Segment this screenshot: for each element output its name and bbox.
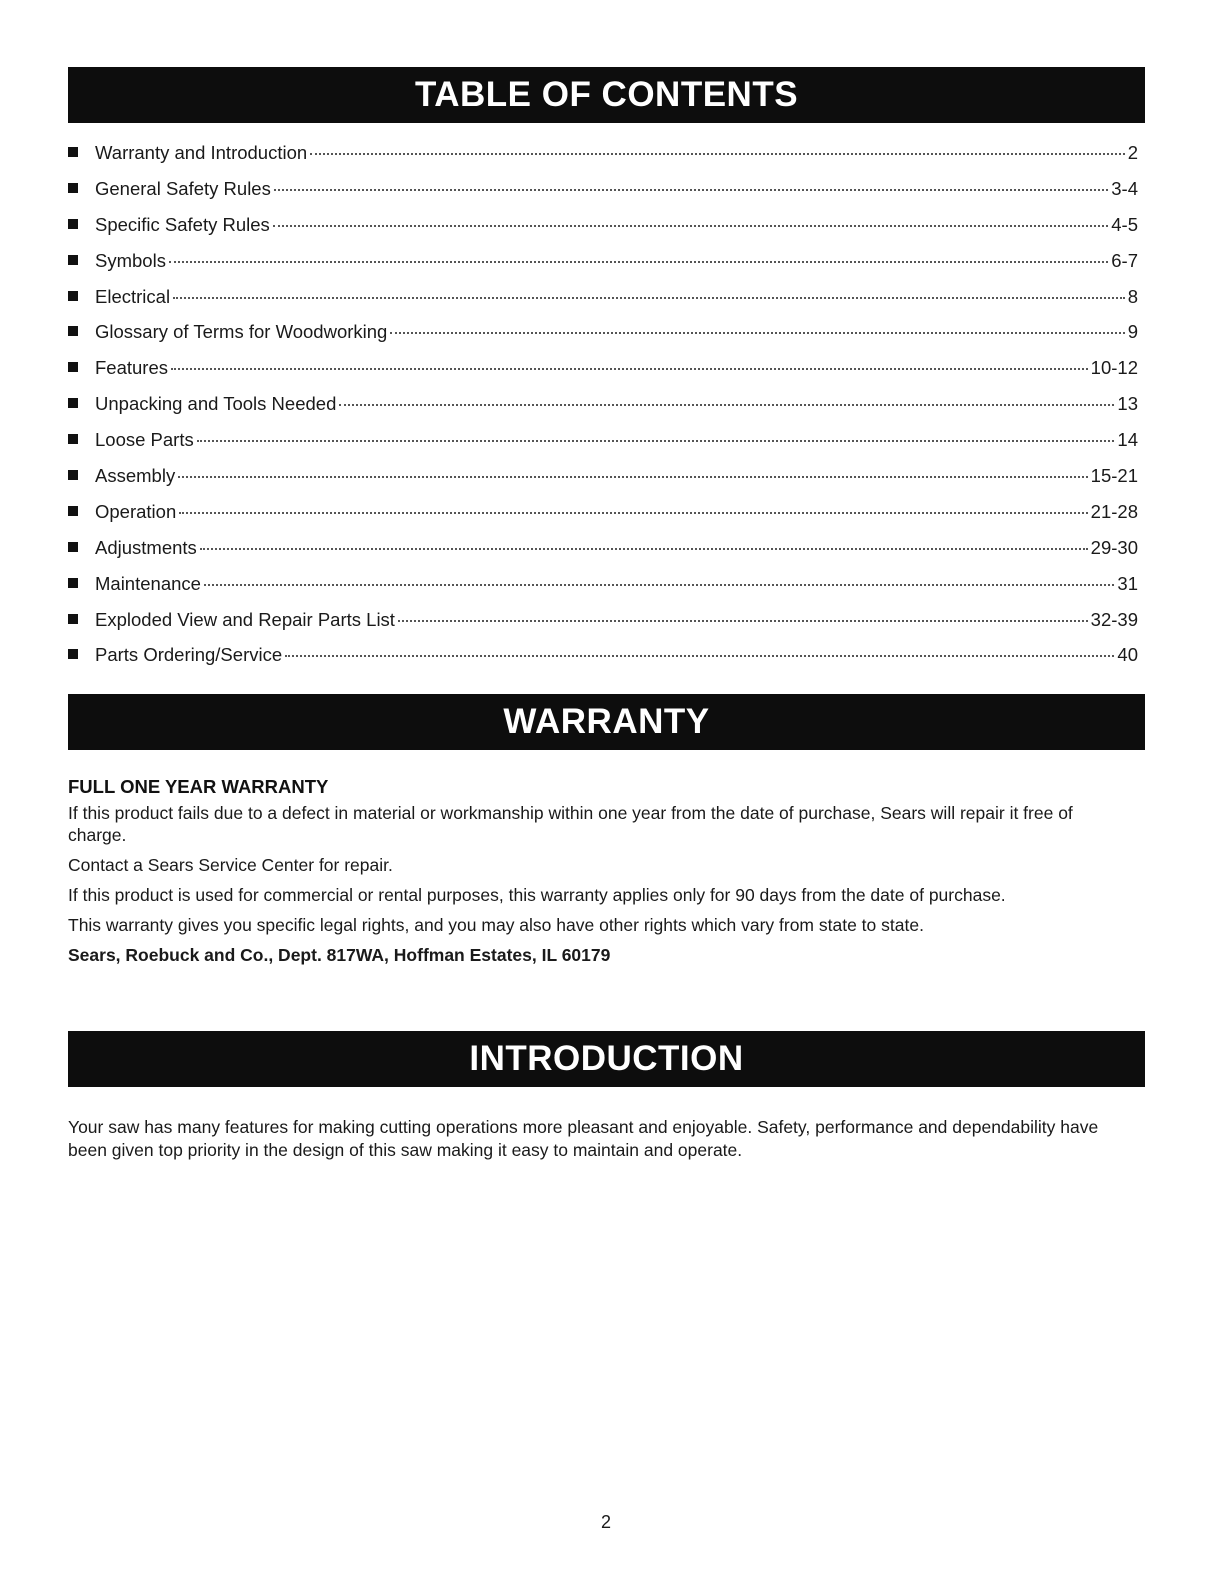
toc-item <box>68 321 1138 357</box>
dot-leader <box>398 620 1088 622</box>
introduction-text: Your saw has many features for making cutting operations more pleasant and enjoyable. Safety, performance and dependability have been given top priority in the design of this saw making it easy to maintain and operate. <box>68 1117 1099 1160</box>
toc-item-page: 14 <box>1117 429 1138 451</box>
toc-item <box>68 142 1138 178</box>
toc-item-label: Operation <box>95 500 177 522</box>
toc-item-page: 21-28 <box>1090 500 1138 522</box>
square-bullet-icon <box>68 255 78 265</box>
dot-leader <box>171 368 1088 370</box>
dot-leader <box>339 404 1114 406</box>
toc-item-page: 4-5 <box>1111 213 1138 235</box>
square-bullet-icon <box>68 398 78 408</box>
toc-item-label: Exploded View and Repair Parts List <box>95 608 395 630</box>
toc-item <box>68 609 1138 645</box>
toc-item-page: 2 <box>1127 142 1138 163</box>
toc-item-page: 6-7 <box>1111 249 1138 271</box>
warranty-subheading: FULL ONE YEAR WARRANTY <box>68 776 329 797</box>
toc-item <box>68 644 1138 680</box>
warranty-address: Sears, Roebuck and Co., Dept. 817WA, Hoffman Estates, IL 60179 <box>68 945 611 965</box>
square-bullet-icon <box>68 506 78 516</box>
introduction-title: INTRODUCTION <box>469 1039 744 1078</box>
dot-leader <box>200 548 1088 550</box>
toc-item-page: 3-4 <box>1111 177 1138 199</box>
toc-item <box>68 429 1138 465</box>
dot-leader <box>178 476 1087 478</box>
toc-item <box>68 286 1138 322</box>
dot-leader <box>169 261 1108 263</box>
toc-item <box>68 537 1138 573</box>
dot-leader <box>204 584 1114 586</box>
warranty-section <box>68 776 1128 974</box>
dot-leader <box>273 225 1108 227</box>
dot-leader <box>310 153 1125 155</box>
toc-item-label: General Safety Rules <box>95 177 271 199</box>
square-bullet-icon <box>68 578 78 588</box>
warranty-paragraph: This warranty gives you specific legal rights, and you may also have other rights which vary from state to state. <box>68 915 924 935</box>
square-bullet-icon <box>68 362 78 372</box>
toc-item-label: Unpacking and Tools Needed <box>95 393 337 415</box>
toc-item-page: 9 <box>1127 321 1138 343</box>
toc-item-label: Features <box>95 357 169 379</box>
toc-item-label: Symbols <box>95 249 166 271</box>
toc-item-label: Glossary of Terms for Woodworking <box>95 321 388 343</box>
toc-item-label: Maintenance <box>95 572 201 594</box>
toc-item-label: Adjustments <box>95 536 197 558</box>
toc-item <box>68 214 1138 250</box>
toc-item-label: Warranty and Introduction <box>95 142 308 163</box>
warranty-paragraph: If this product is used for commercial or rental purposes, this warranty applies only for 90 days from the date of purchase. <box>68 885 1006 905</box>
toc-heading-banner <box>68 67 1145 123</box>
toc-item-page: 8 <box>1127 285 1138 307</box>
toc-item-label: Parts Ordering/Service <box>95 644 283 666</box>
toc-item-label: Specific Safety Rules <box>95 213 270 235</box>
toc-item <box>68 501 1138 537</box>
toc-list <box>68 142 1138 680</box>
square-bullet-icon <box>68 219 78 229</box>
toc-item <box>68 465 1138 501</box>
dot-leader <box>285 655 1114 657</box>
toc-item-page: 13 <box>1117 393 1138 415</box>
dot-leader <box>179 512 1087 514</box>
square-bullet-icon <box>68 183 78 193</box>
toc-item-page: 15-21 <box>1090 465 1138 487</box>
square-bullet-icon <box>68 470 78 480</box>
dot-leader <box>197 440 1115 442</box>
toc-item-page: 10-12 <box>1090 357 1138 379</box>
warranty-title: WARRANTY <box>503 702 710 741</box>
toc-item-page: 32-39 <box>1090 608 1138 630</box>
toc-item <box>68 178 1138 214</box>
square-bullet-icon <box>68 434 78 444</box>
dot-leader <box>274 189 1108 191</box>
toc-item-label: Assembly <box>95 465 176 487</box>
warranty-paragraph: Contact a Sears Service Center for repair. <box>68 855 393 875</box>
square-bullet-icon <box>68 542 78 552</box>
toc-item <box>68 250 1138 286</box>
toc-item-page: 40 <box>1117 644 1138 666</box>
warranty-paragraph: If this product fails due to a defect in material or workmanship within one year from the date of purchase, Sears will repair it free of charge. <box>68 803 1073 845</box>
toc-item <box>68 357 1138 393</box>
toc-title: TABLE OF CONTENTS <box>414 75 799 114</box>
square-bullet-icon <box>68 326 78 336</box>
square-bullet-icon <box>68 147 78 157</box>
introduction-heading-banner <box>68 1031 1145 1087</box>
page-number: 2 <box>600 1512 611 1532</box>
toc-item-page: 29-30 <box>1090 536 1138 558</box>
dot-leader <box>173 297 1125 299</box>
toc-item-page: 31 <box>1117 572 1138 594</box>
toc-item <box>68 393 1138 429</box>
warranty-heading-banner <box>68 694 1145 750</box>
square-bullet-icon <box>68 649 78 659</box>
dot-leader <box>390 332 1124 334</box>
toc-item-label: Loose Parts <box>95 429 194 451</box>
toc-item-label: Electrical <box>95 285 171 307</box>
square-bullet-icon <box>68 291 78 301</box>
square-bullet-icon <box>68 614 78 624</box>
toc-item <box>68 573 1138 609</box>
